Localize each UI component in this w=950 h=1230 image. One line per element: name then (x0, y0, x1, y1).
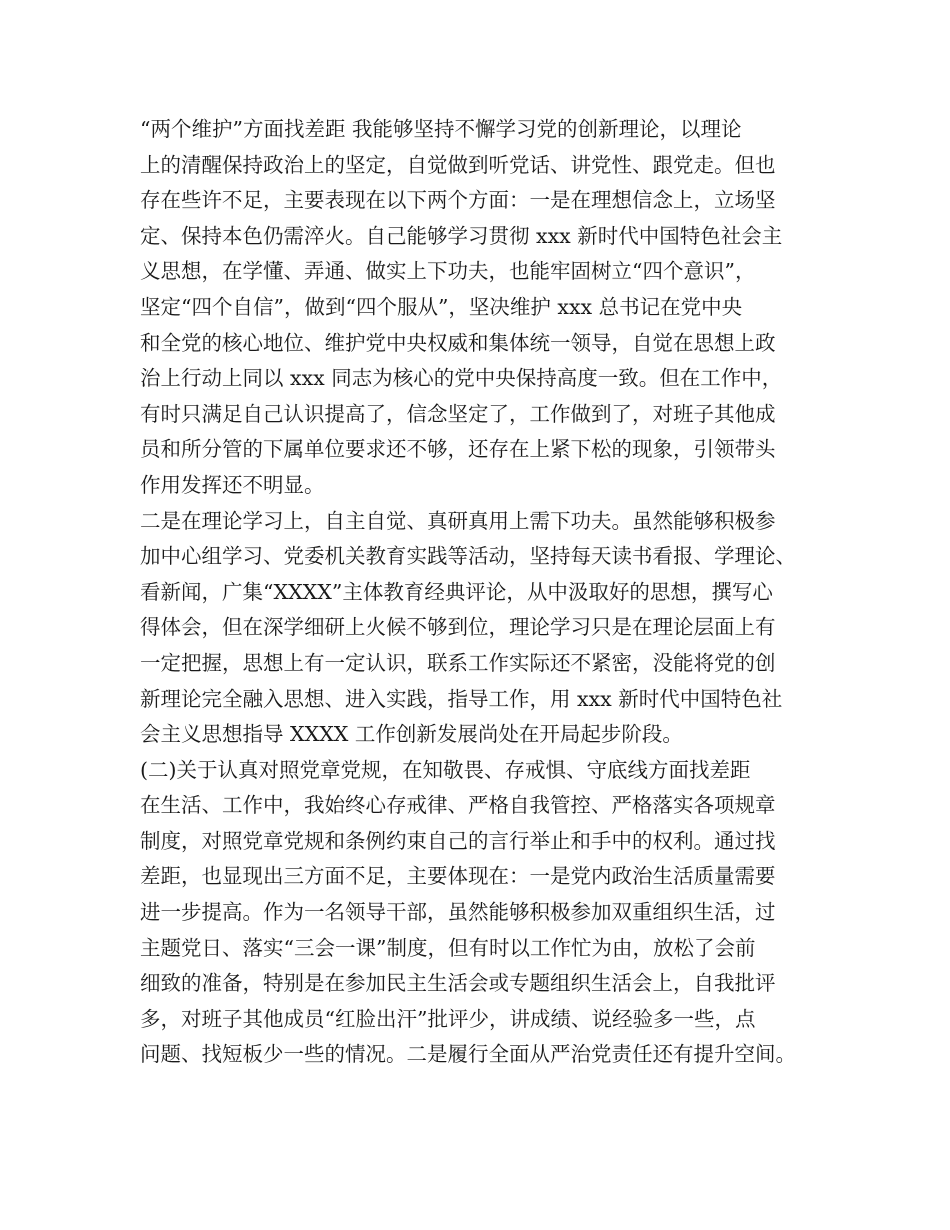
text-line: 细致的准备，特别是在参加民主生活会或专题组织生活会上，自我批评 (140, 971, 776, 996)
text-line: (二)关于认真对照党章党规，在知敬畏、存戒惧、守底线方面找差距 (140, 757, 751, 782)
text-line: 有时只满足自己认识提高了，信念坚定了，工作做到了，对班子其他成 (140, 401, 776, 426)
text-line: 进一步提高。作为一名领导干部，虽然能够积极参加双重组织生活，过 (140, 900, 776, 925)
text-line: 和全党的核心地位、维护党中央权威和集体统一领导，自觉在思想上政 (140, 330, 776, 355)
text-line: 看新闻，广集“XXXX”主体教育经典评论，从中汲取好的思想，撰写心 (140, 579, 773, 604)
text-line: 新理论完全融入思想、进入实践，指导工作，用 xxx 新时代中国特色社 (140, 686, 783, 711)
text-line: 上的清醒保持政治上的坚定，自觉做到听党话、讲党性、跟党走。但也 (140, 152, 776, 177)
text-line: 得体会，但在深学细研上火候不够到位，理论学习只是在理论层面上有 (140, 615, 776, 640)
text-line: 二是在理论学习上，自主自觉、真研真用上需下功夫。虽然能够积极参 (140, 508, 776, 533)
text-line: 作用发挥还不明显。 (140, 472, 325, 497)
body-text (140, 112, 830, 1073)
text-line: 一定把握，思想上有一定认识，联系工作实际还不紧密，没能将党的创 (140, 650, 776, 675)
text-line: 加中心组学习、党委机关教育实践等活动，坚持每天读书看报、学理论、 (140, 544, 796, 569)
text-line: 义思想，在学懂、弄通、做实上下功夫，也能牢固树立“四个意识”， (140, 259, 756, 284)
text-line: 在生活、工作中，我始终心存戒律、严格自我管控、严格落实各项规章 (140, 793, 776, 818)
text-line: 治上行动上同以 xxx 同志为核心的党中央保持高度一致。但在工作中， (140, 366, 783, 391)
text-line: 差距，也显现出三方面不足，主要体现在：一是党内政治生活质量需要 (140, 864, 776, 889)
text-line: 多，对班子其他成员“红脸出汗”批评少，讲成绩、说经验多一些，点 (140, 1006, 756, 1031)
text-line: 员和所分管的下属单位要求还不够，还存在上紧下松的现象，引领带头 (140, 437, 776, 462)
text-line: 坚定“四个自信”，做到“四个服从”，坚决维护 xxx 总书记在党中央 (140, 294, 743, 319)
text-line: 会主义思想指导 XXXX 工作创新发展尚处在开局起步阶段。 (140, 722, 683, 747)
text-line: 问题、找短板少一些的情况。二是履行全面从严治党责任还有提升空间。 (140, 1042, 796, 1067)
text-line: “两个维护”方面找差距 我能够坚持不懈学习党的创新理论，以理论 (140, 117, 742, 141)
text-line: 主题党日、落实“三会一课”制度，但有时以工作忙为由，放松了会前 (140, 935, 756, 960)
text-line: 定、保持本色仍需淬火。自己能够学习贯彻 xxx 新时代中国特色社会主 (140, 223, 783, 248)
text-line: 存在些许不足，主要表现在以下两个方面：一是在理想信念上，立场坚 (140, 188, 776, 213)
text-line: 制度，对照党章党规和条例约束自己的言行举止和手中的权利。通过找 (140, 828, 776, 853)
